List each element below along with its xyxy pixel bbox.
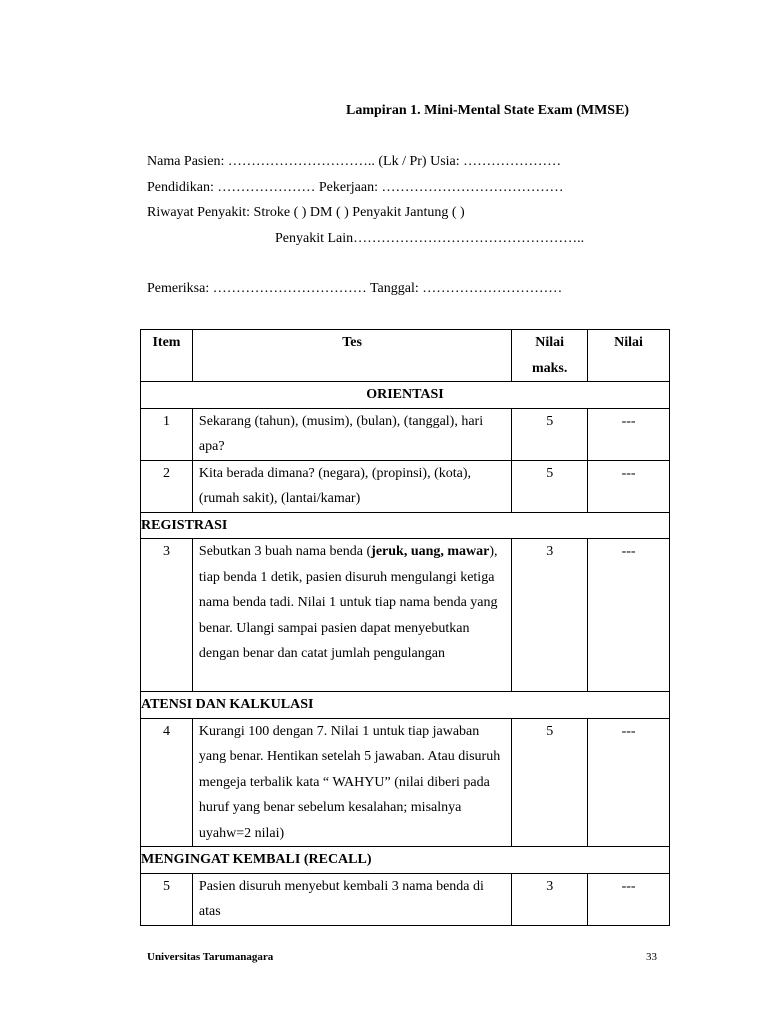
document-title: Lampiran 1. Mini-Mental State Exam (MMSE) xyxy=(346,103,630,118)
max-score: 5 xyxy=(512,718,588,847)
max-score: 5 xyxy=(512,408,588,460)
score: --- xyxy=(588,718,670,847)
test-description: Sekarang (tahun), (musim), (bulan), (tanggal), hari apa? xyxy=(192,408,511,460)
test-description: Sebutkan 3 buah nama benda (jeruk, uang, mawar), tiap benda 1 detik, pasien disuruh mengulangi ketiga nama benda tadi. Nilai 1 untuk tiap nama benda yang benar. Ulangi sampai pasien dapat menyebutkan dengan benar dan catat jumlah pengulangan xyxy=(192,539,511,692)
score: --- xyxy=(588,460,670,512)
medical-history-line: Riwayat Penyakit: Stroke ( ) DM ( ) Penyakit Jantung ( ) xyxy=(147,205,465,220)
table-header-row xyxy=(141,330,670,382)
section-title: REGISTRASI xyxy=(141,512,670,539)
header-tes: Tes xyxy=(192,330,511,382)
section-row-registrasi xyxy=(141,512,670,539)
max-score: 3 xyxy=(512,539,588,692)
score: --- xyxy=(588,408,670,460)
footer-institution: Universitas Tarumanagara xyxy=(147,951,274,963)
table-row xyxy=(141,408,670,460)
section-title: ATENSI DAN KALKULASI xyxy=(141,692,670,719)
test-description: Kurangi 100 dengan 7. Nilai 1 untuk tiap jawaban yang benar. Hentikan setelah 5 jawaban. Atau disuruh mengeja terbalik kata “ WAHYU” (nilai diberi pada huruf yang benar sebelum kesalahan; misalnya uyahw=2 nilai) xyxy=(192,718,511,847)
header-item: Item xyxy=(141,330,193,382)
test-description: Pasien disuruh menyebut kembali 3 nama benda di atas xyxy=(192,873,511,925)
header-max-score: Nilai maks. xyxy=(512,330,588,382)
table-row xyxy=(141,873,670,925)
section-title: MENGINGAT KEMBALI (RECALL) xyxy=(141,847,670,874)
examiner-date-line: Pemeriksa: …………………………… Tanggal: ………………………… xyxy=(147,281,563,296)
max-score: 5 xyxy=(512,460,588,512)
table-row xyxy=(141,539,670,692)
item-number: 4 xyxy=(141,718,193,847)
other-disease-line: Penyakit Lain………………………………………….. xyxy=(275,231,585,246)
section-title: ORIENTASI xyxy=(141,382,670,409)
mmse-table xyxy=(140,329,670,926)
item-number: 1 xyxy=(141,408,193,460)
section-row-recall xyxy=(141,847,670,874)
patient-name-age-line: Nama Pasien: ………………………….. (Lk / Pr) Usia: ………………… xyxy=(147,154,562,169)
item-number: 2 xyxy=(141,460,193,512)
page-number: 33 xyxy=(646,951,657,963)
header-score: Nilai xyxy=(588,330,670,382)
education-occupation-line: Pendidikan: ………………… Pekerjaan: ………………………………… xyxy=(147,180,564,195)
item-number: 5 xyxy=(141,873,193,925)
section-row-orientasi xyxy=(141,382,670,409)
item-number: 3 xyxy=(141,539,193,692)
table-row xyxy=(141,460,670,512)
max-score: 3 xyxy=(512,873,588,925)
test-description: Kita berada dimana? (negara), (propinsi), (kota), (rumah sakit), (lantai/kamar) xyxy=(192,460,511,512)
score: --- xyxy=(588,873,670,925)
score: --- xyxy=(588,539,670,692)
table-row xyxy=(141,718,670,847)
section-row-atensi xyxy=(141,692,670,719)
